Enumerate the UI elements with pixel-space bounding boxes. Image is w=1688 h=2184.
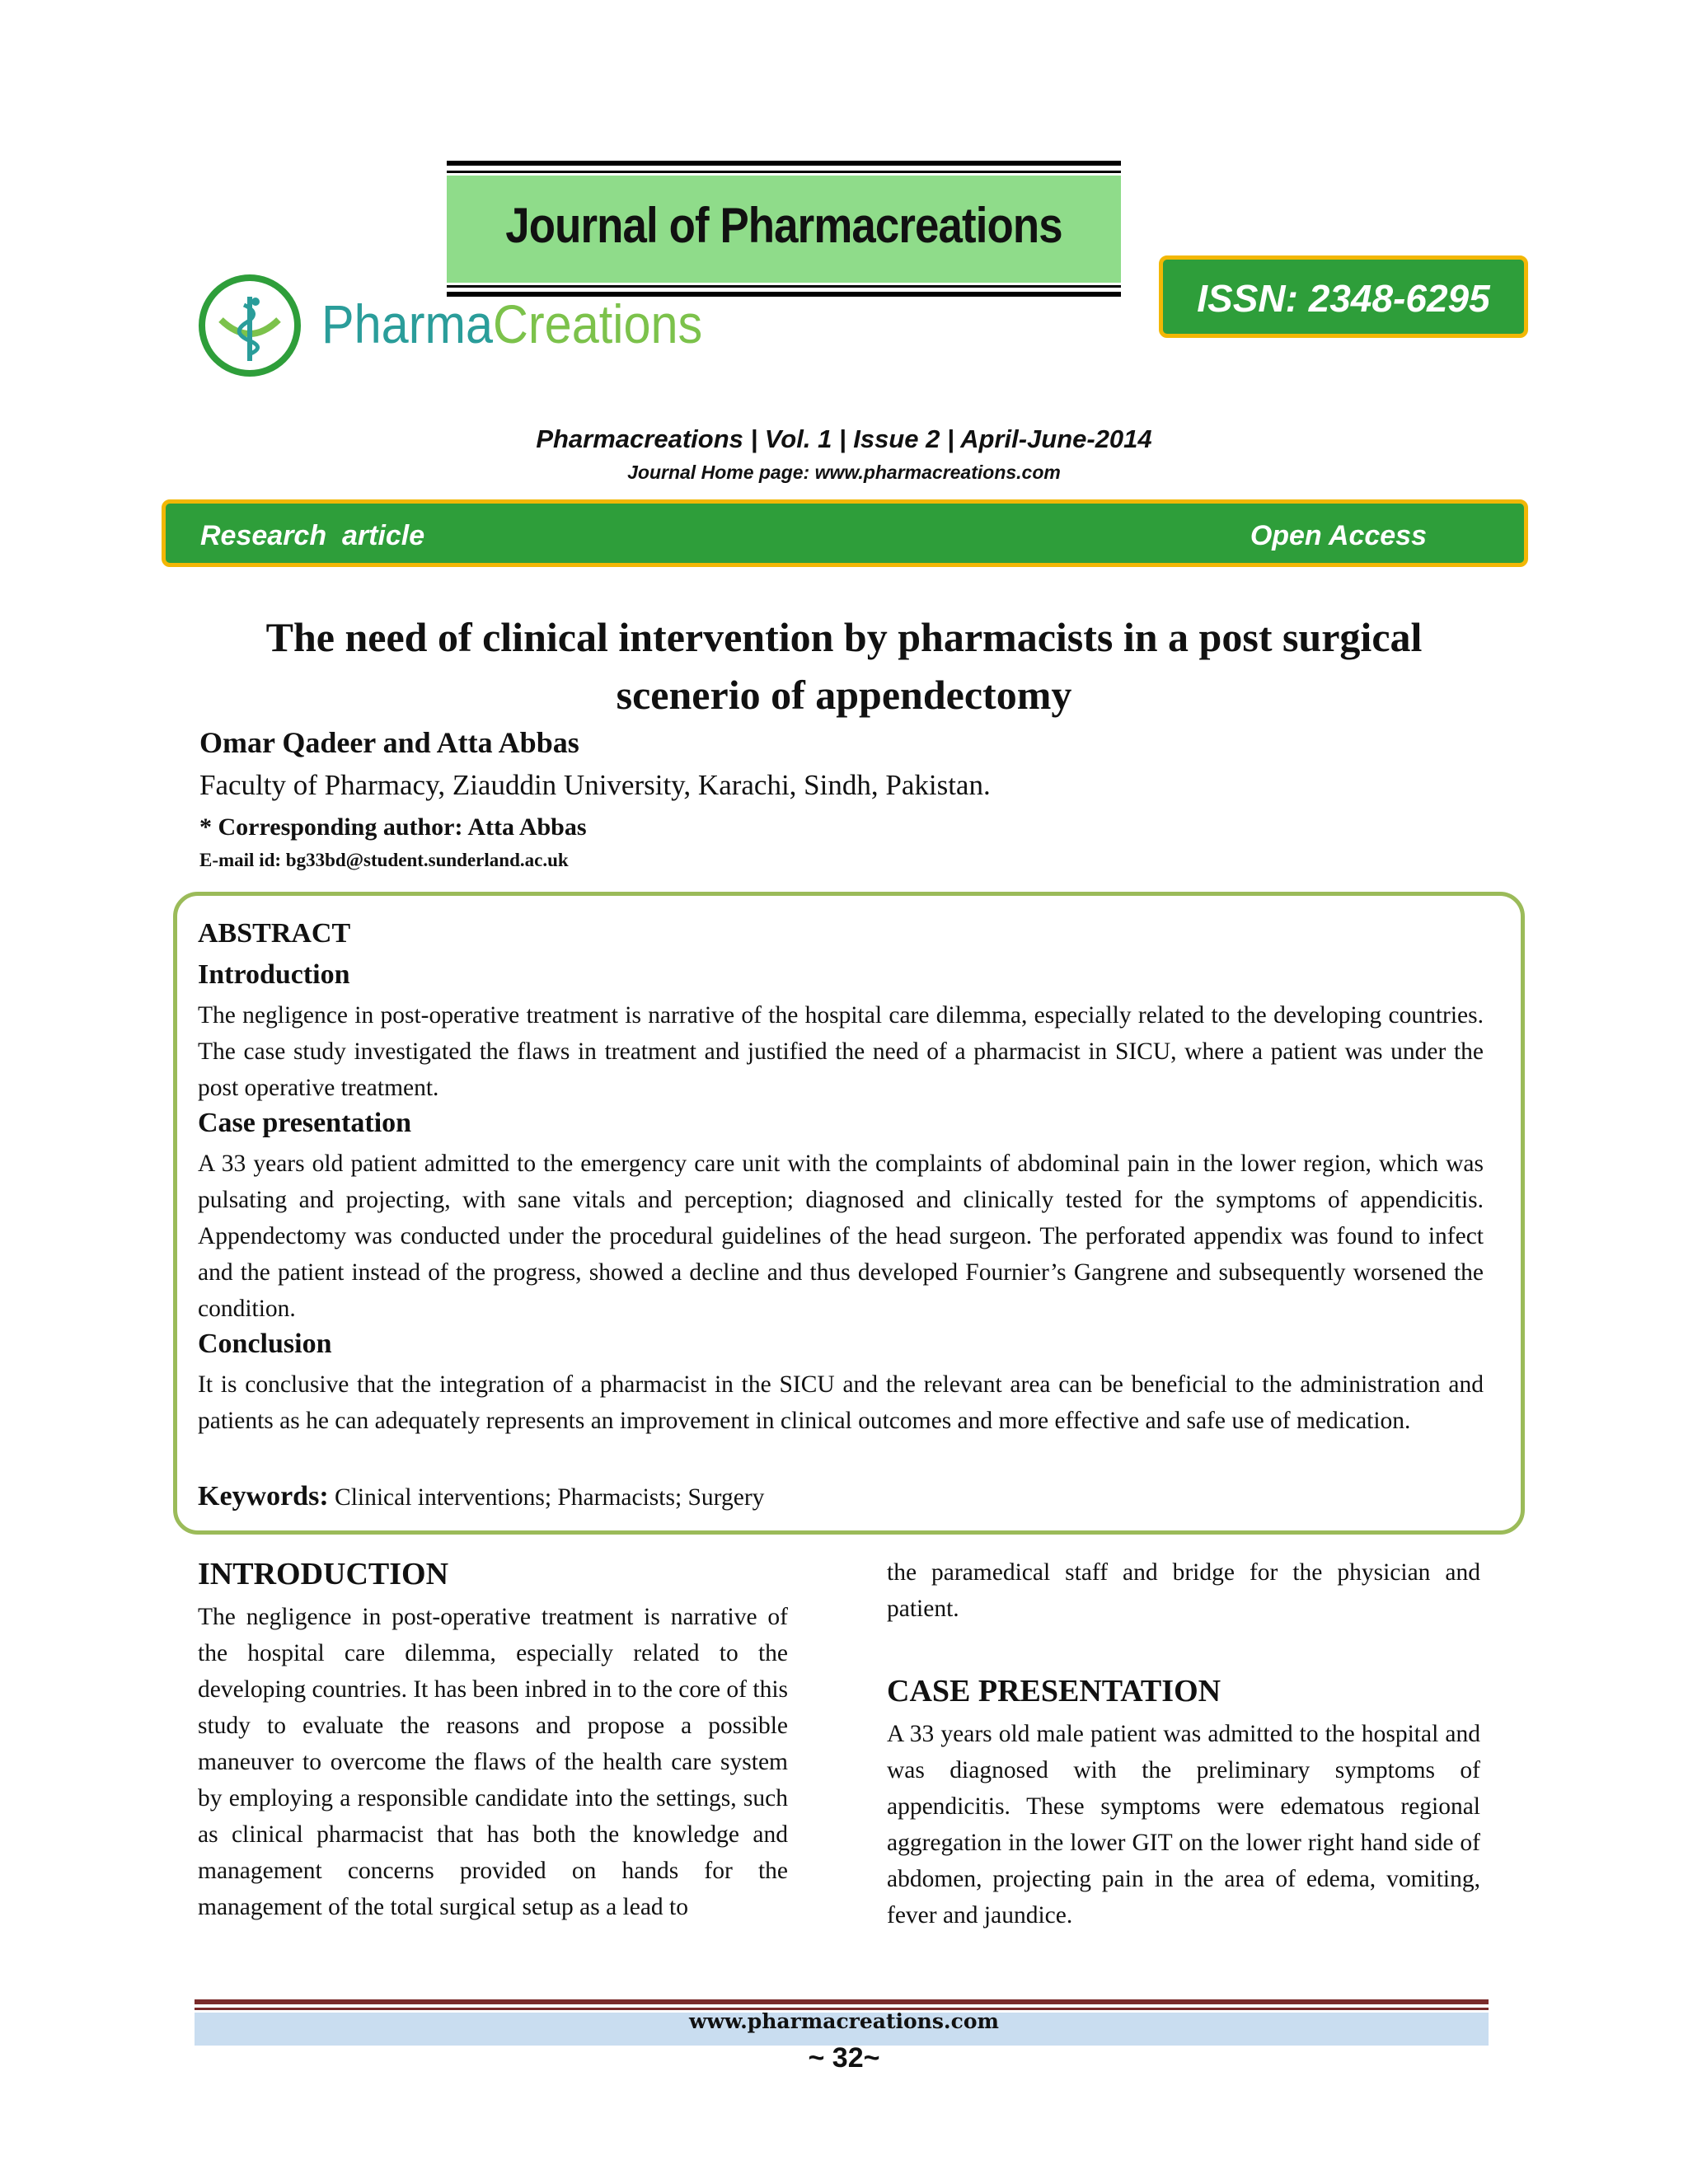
brand-name-part1: Pharma [321,293,493,354]
keywords-label: Keywords: [198,1481,329,1511]
issn-badge [1159,255,1528,338]
paper-title-line2: scenerio of appendectomy [616,672,1072,718]
abstract-case-text: A 33 years old patient admitted to the emergency care unit with the complaints of abdominal pain in the lower region, which was pulsating and projecting, with sane vitals and perception; diagnosed and clinically tested for the symptoms of appendicitis. Appendectomy was conducted under the procedural guidelines of the head surgeon. The perforated appendix was found to infect and the patient instead of the progress, showed a decline and thus developed Fournier’s Gangrene and subsequently worsened the condition. [198,1151,1484,1322]
corresponding-author: * Corresponding author: Atta Abbas [199,813,587,841]
brand-name [321,293,702,355]
brand-name-part2: Creations [492,293,703,354]
keywords-list: Clinical interventions; Pharmacists; Surgery [328,1484,765,1511]
issue-line: Pharmacreations | Vol. 1 | Issue 2 | April-June-2014 [536,424,1152,453]
paper-title [124,608,1564,724]
banner-rule [447,171,1121,173]
journal-title: Journal of Pharmacreations [505,198,1062,253]
abstract-case-heading: Case presentation [198,1108,412,1138]
abstract-intro-heading: Introduction [198,959,350,990]
abstract-intro-text: The negligence in post-operative treatment is narrative of the hospital care dilemma, especially related to the developing countries. The case study investigated the flaws in treatment and justified the need of a pharmacist in SICU, where a patient was under the post operative treatment. [198,1002,1484,1101]
abstract-conclusion-text: It is conclusive that the integration of a pharmacist in the SICU and the relevant area can be beneficial to the administration and patients as he can adequately represents an improvement in clinical outcomes and more effective and safe use of medication. [198,1371,1484,1434]
case-presentation-text: A 33 years old male patient was admitted to the hospital and was diagnosed with the preliminary symptoms of appendicitis. These symptoms were edematous regional aggregation in the lower GIT on the lower right hand side of abdomen, projecting pain in the area of edema, vomiting, fever and jaundice. [887,1721,1480,1929]
keywords [198,1479,1484,1516]
introduction-text-continued: the paramedical staff and bridge for the physician and patient. [887,1559,1480,1622]
issn-text: ISSN: 2348-6295 [1197,277,1490,320]
open-access-label: Open Access [1250,520,1427,551]
pharmacy-logo-icon [196,272,303,379]
paper-title-line1: The need of clinical intervention by pharmacists in a post surgical [265,614,1423,660]
journal-banner [447,161,1121,301]
introduction-text: The negligence in post-operative treatment is narrative of the hospital care dilemma, especially related to the developing countries. It has been inbred in to the core of this study to evaluate the reasons and propose a possible maneuver to overcome the flaws of the health care system by employing a responsible candidate into the settings, such as clinical pharmacist that has both the knowledge and management concerns provided on hands for the management of the total surgical setup as a lead to [198,1604,788,1920]
footer-rule [195,1999,1489,2004]
authors: Omar Qadeer and Atta Abbas [199,726,579,759]
author-email: E-mail id: bg33bd@student.sunderland.ac.uk [199,850,569,870]
introduction-heading: INTRODUCTION [198,1557,449,1591]
banner-rule [447,161,1121,166]
footer-url: www.pharmacreations.com [689,2009,999,2033]
affiliation: Faculty of Pharmacy, Ziauddin University, Karachi, Sindh, Pakistan. [199,769,991,801]
article-type: Research article [200,520,425,551]
page-number: ~ 32~ [808,2042,880,2074]
article-type-bar [162,499,1528,567]
abstract-conclusion-heading: Conclusion [198,1329,332,1359]
journal-home-line: Journal Home page: www.pharmacreations.com [627,462,1061,483]
case-presentation-heading: CASE PRESENTATION [887,1674,1221,1708]
banner-rule [447,285,1121,288]
abstract-heading: ABSTRACT [198,918,351,949]
